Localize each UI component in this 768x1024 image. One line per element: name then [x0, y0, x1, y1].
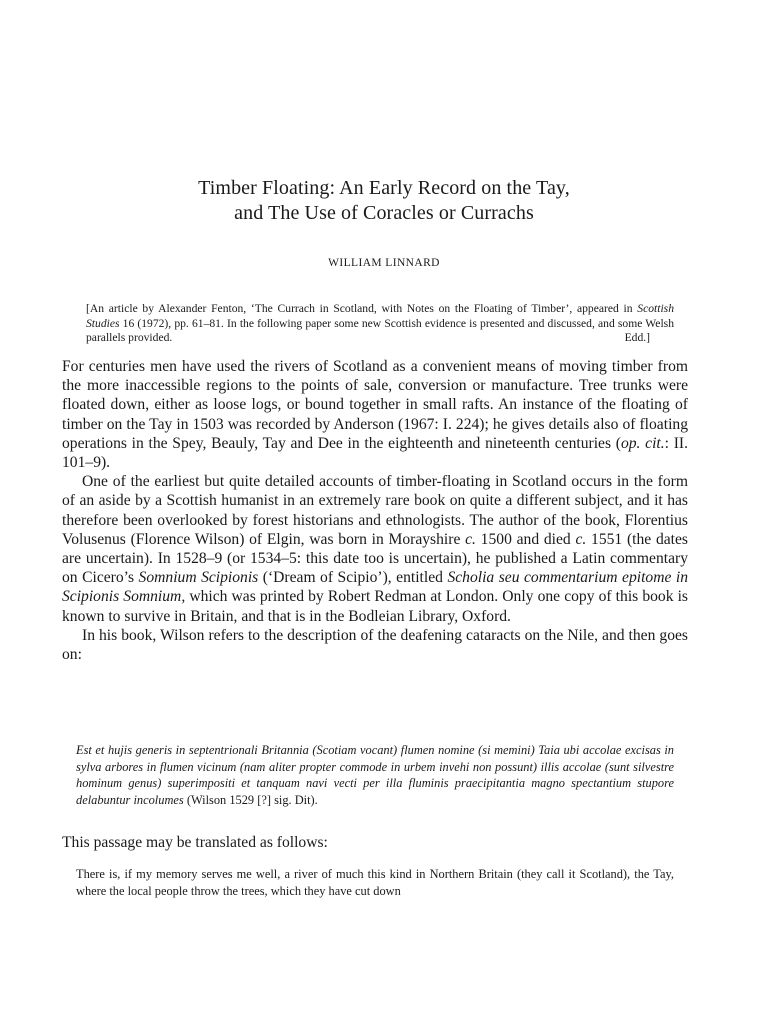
- op-cit: op. cit.: [620, 434, 665, 452]
- editor-note-text-1: [An article by Alexander Fenton, ‘The Currach in Scotland, with Notes on the Floating of Timber’, appeared in: [86, 302, 638, 315]
- journal-name: Scottish Studies: [86, 302, 674, 330]
- editor-signature: Edd.]: [624, 331, 650, 345]
- paragraph-1: [62, 357, 688, 472]
- paragraph-2-text-b: 1500 and died: [475, 530, 576, 548]
- article-title: [60, 176, 708, 226]
- paragraph-2-text-c: 1551 (the dates are uncertain). In 1528–9 (or 1534–5: this date too is uncertain), he published a Latin commentary on Cicero’s: [62, 530, 688, 587]
- article-body: [62, 357, 688, 664]
- work-title-1: Somnium Scipionis: [138, 569, 259, 587]
- work-title-2: Scholia seu commentarium epitome in Scipionis Somnium,: [62, 569, 689, 606]
- editor-note-text-2: 16 (1972), pp. 61–81. In the following paper some new Scottish evidence is presented and discussed, and some Welsh parallels provided.: [86, 316, 674, 345]
- paragraph-2: [62, 472, 688, 626]
- translation-text: There is, if my memory serves me well, a river of much this kind in Northern Britain (they call it Scotland), the Tay, where the local people throw the trees, which they have cut down: [76, 867, 674, 898]
- paragraph-3: In his book, Wilson refers to the description of the deafening cataracts on the Nile, and then goes on:: [62, 626, 688, 664]
- title-line-1: Timber Floating: An Early Record on the Tay,: [198, 177, 570, 199]
- title-line-2: and The Use of Coracles or Currachs: [234, 202, 534, 224]
- paragraph-1-text-a: For centuries men have used the rivers of Scotland as a convenient means of moving timber from the more inaccessible regions to the points of sale, conversion or manufacture. Tree trunks were floated down, either as loose logs, or bound together in small rafts. An instance of the floating of timber on the Tay in 1503 was recorded by Anderson (1967: I. 224); he gives details also of floating operations in the Spey, Beauly, Tay and Dee in the eighteenth and nineteenth centuries (: [62, 358, 688, 452]
- latin-quotation: [76, 742, 674, 808]
- paragraph-2-text-a: One of the earliest but quite detailed accounts of timber-floating in Scotland occurs in the form of an aside by a Scottish humanist in an extremely rare book on quite a different subject, and it has therefore been overlooked by forest historians and ethnologists. The author of the book, Florentius Volusenus (Florence Wilson) of Elgin, was born in Morayshire: [62, 473, 688, 548]
- author-name: WILLIAM LINNARD: [328, 257, 440, 269]
- latin-quote-text: Est et hujis generis in septentrionali Britannia (Scotiam vocant) flumen nomine (si memini) Taia ubi accolae excisas in sylva arbores in flumen vicinum (nam aliter propter commode in urbem invehi non possunt) illis accolae (sunt silvestre hominum genus) superimpositi et tanquam navi vecti per illa fluminis praecipitantia magno spectantium stupore delabuntur incolumes: [76, 743, 674, 807]
- latin-quote-citation: (Wilson 1529 [?] sig. Dit).: [183, 792, 318, 807]
- editor-note: [86, 302, 674, 346]
- paragraph-2-text-d: (‘Dream of Scipio’), entitled: [258, 569, 448, 587]
- translation-intro: This passage may be translated as follows:: [62, 834, 328, 851]
- circa-1: c.: [465, 530, 476, 548]
- paragraph-1-text-b: : II. 101–9).: [62, 434, 688, 472]
- circa-2: c.: [575, 530, 587, 548]
- paragraph-2-text-e: which was printed by Robert Redman at London. Only one copy of this book is known to survive in Britain, and that is in the Bodleian Library, Oxford.: [62, 588, 688, 625]
